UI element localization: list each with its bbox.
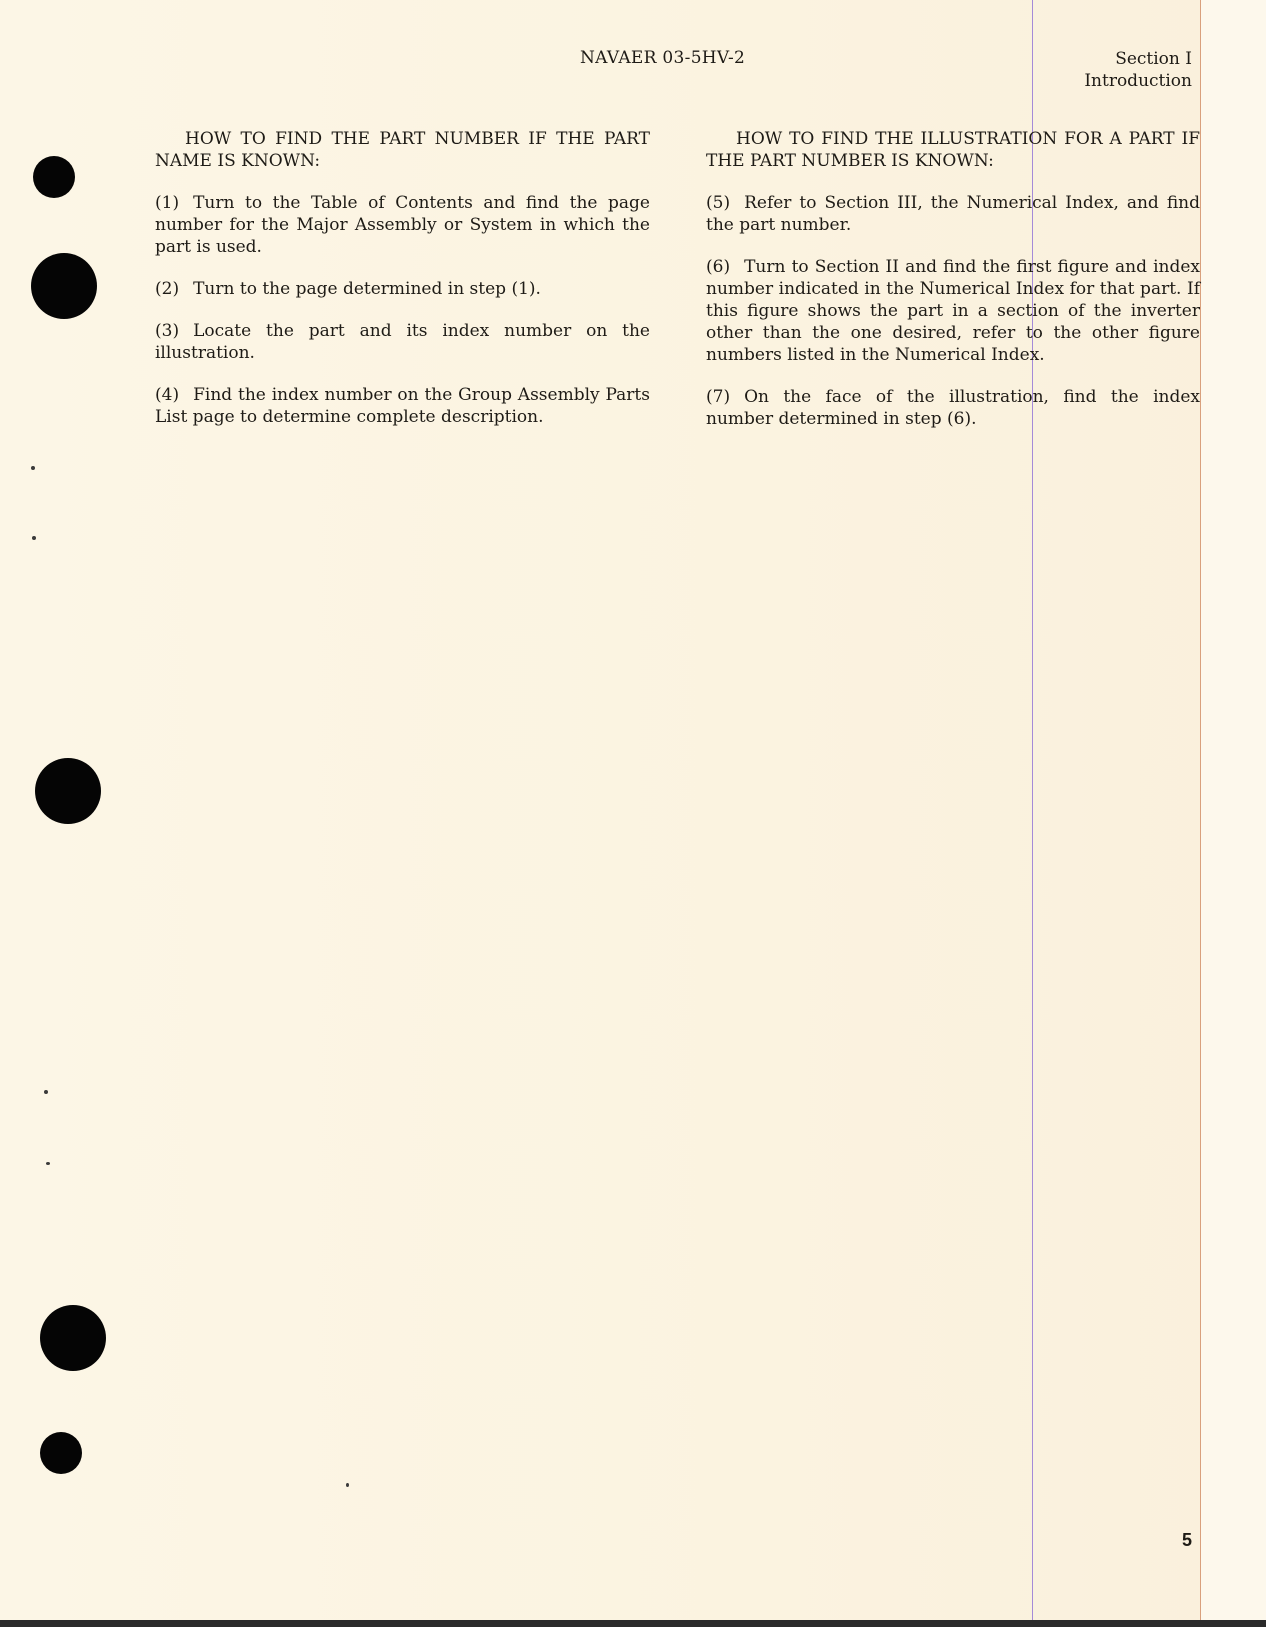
step-text: Turn to Section II and find the first figure and index number indicated in the Numerical Index for that part. If this figure shows the part in a section of the inverter other than the one desired, refer to the other figure numbers listed in the Numerical Index. [706,257,1200,365]
step-7 [706,386,1200,430]
scan-border-bottom [0,1620,1266,1627]
step-number: (7) [706,387,731,407]
step-2 [155,278,650,300]
right-column [706,128,1200,450]
step-text: On the face of the illustration, find the index number determined in step (6). [706,387,1200,429]
step-3 [155,320,650,364]
binder-hole [40,1305,106,1371]
scan-speck [32,536,36,540]
section-number: Section I [1115,49,1192,69]
step-number: (6) [706,257,731,277]
step-text: Find the index number on the Group Assembly Parts List page to determine complete description. [155,385,650,427]
step-5 [706,192,1200,236]
step-6 [706,256,1200,366]
step-number: (2) [155,279,180,299]
page-number: 5 [1182,1530,1193,1550]
scan-speck [44,1090,48,1094]
scan-speck [346,1483,349,1487]
page-edge-line [1200,0,1201,1627]
left-column [155,128,650,448]
binder-hole [33,156,75,198]
step-4 [155,384,650,428]
right-heading: HOW TO FIND THE ILLUSTRATION FOR A PART IF THE PART NUMBER IS KNOWN: [706,129,1200,171]
binder-hole [35,758,101,824]
step-text: Turn to the page determined in step (1). [193,279,541,299]
left-heading: HOW TO FIND THE PART NUMBER IF THE PART NAME IS KNOWN: [155,129,650,171]
binder-hole [40,1432,82,1474]
step-number: (5) [706,193,731,213]
binder-hole [31,253,97,319]
scan-speck [31,466,35,470]
step-text: Turn to the Table of Contents and find the page number for the Major Assembly or System in which the part is used. [155,193,650,257]
step-text: Locate the part and its index number on the illustration. [155,321,650,363]
step-number: (3) [155,321,180,341]
step-text: Refer to Section III, the Numerical Index, and find the part number. [706,193,1200,235]
section-label [1040,48,1192,92]
section-title: Introduction [1084,71,1192,91]
step-number: (4) [155,385,180,405]
step-1 [155,192,650,258]
page-edge [1200,0,1266,1627]
step-number: (1) [155,193,180,213]
scan-speck [46,1162,50,1165]
document-id: NAVAER 03-5HV-2 [580,48,746,68]
